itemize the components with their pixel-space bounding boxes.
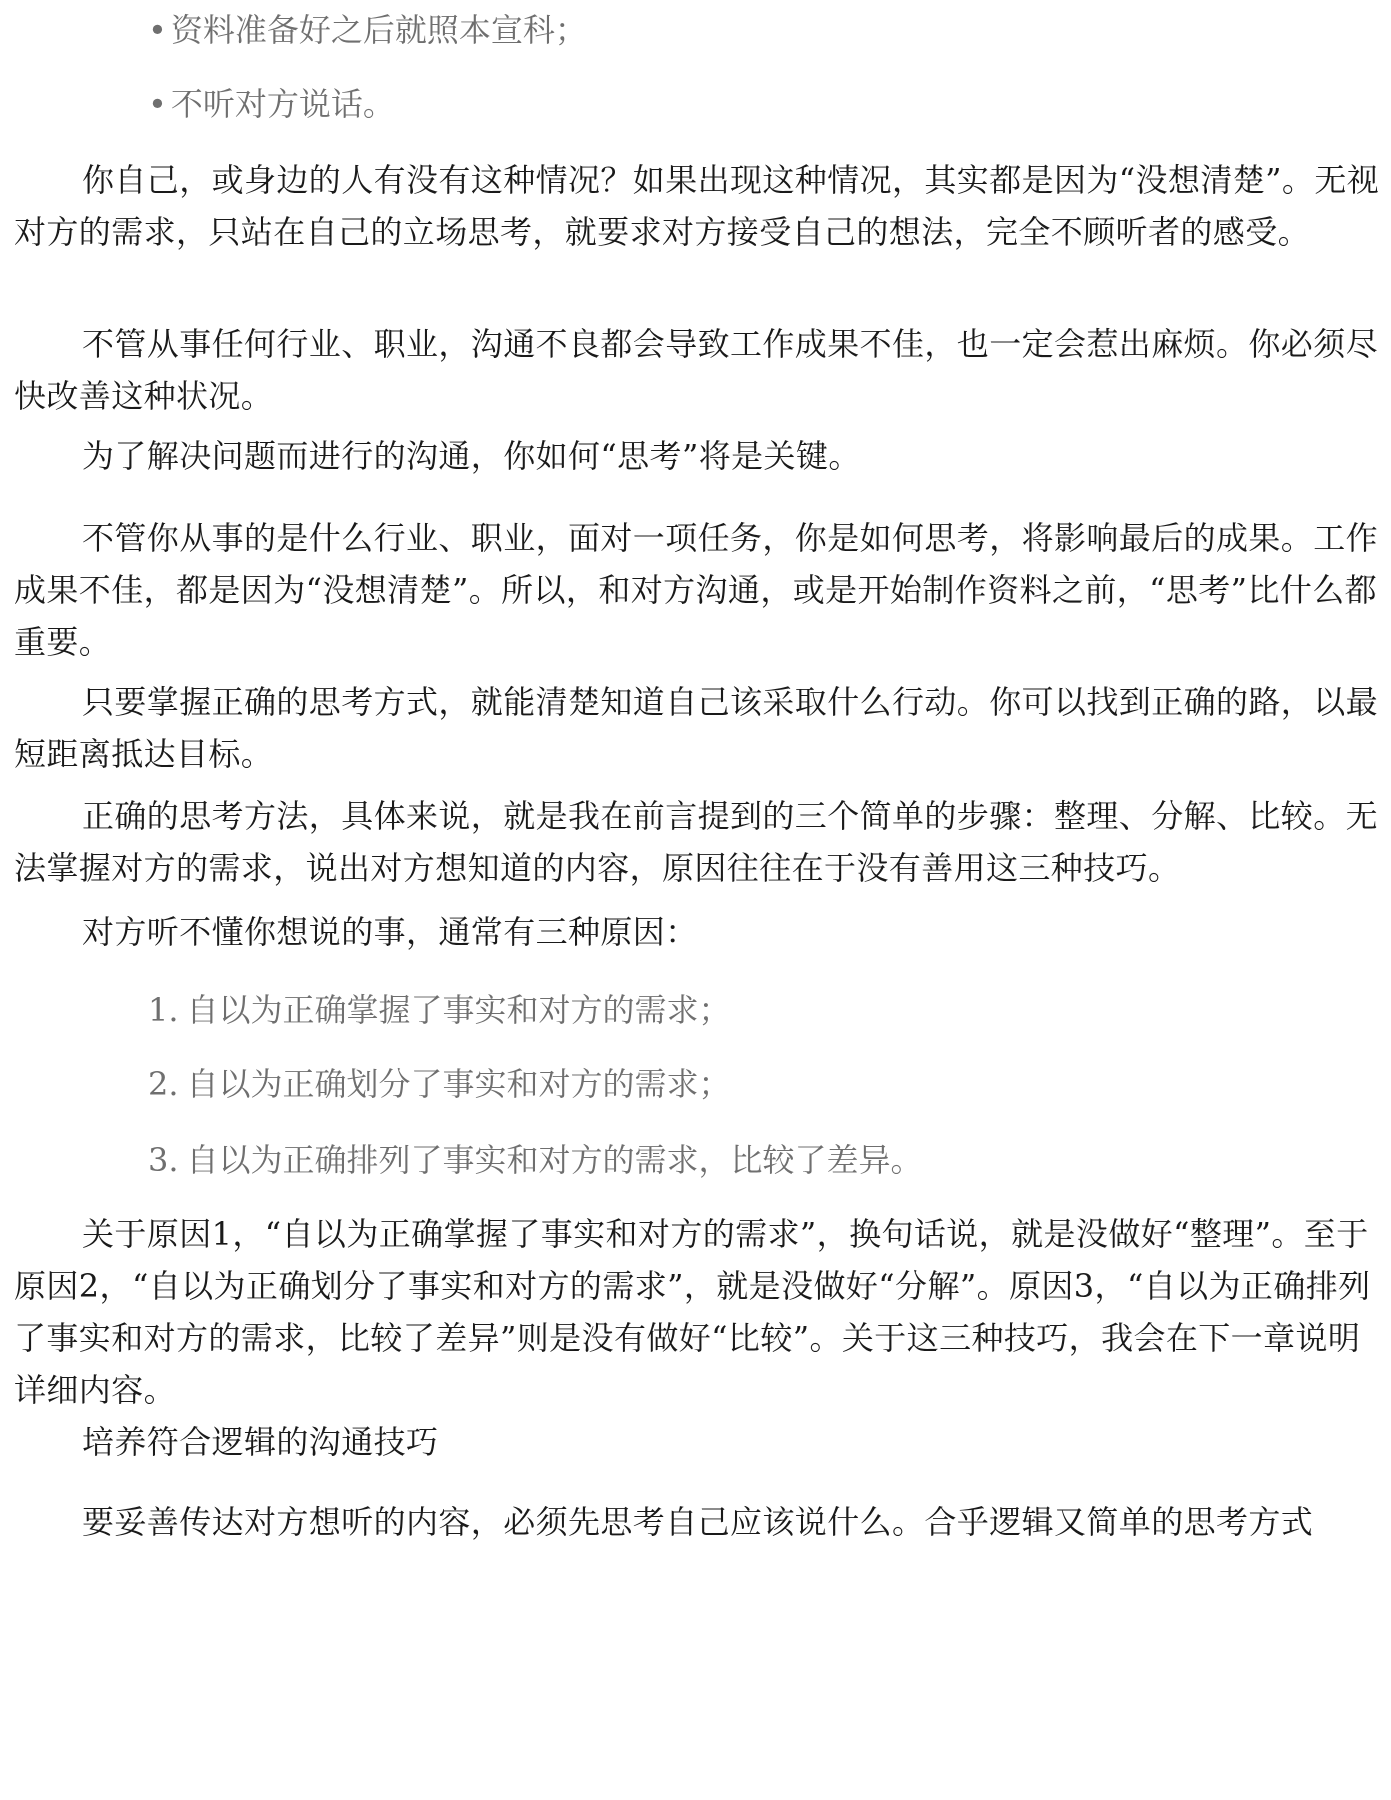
paragraph: 正确的思考方法，具体来说，就是我在前言提到的三个简单的步骤：整理、分解、比较。无法掌握对方的需求，说出对方想知道的内容，原因往往在于没有善用这三种技巧。: [14, 797, 1379, 887]
section-heading: 培养符合逻辑的沟通技巧: [82, 1423, 439, 1461]
bullet-item: [148, 84, 395, 124]
numbered-text: 自以为正确划分了事实和对方的需求；: [186, 1065, 731, 1103]
paragraph: 不管你从事的是什么行业、职业，面对一项任务，你是如何思考，将影响最后的成果。工作成果不佳，都是因为“没想清楚”。所以，和对方沟通，或是开始制作资料之前，“思考”比什么都重要。: [14, 519, 1379, 661]
bullet-marker: •: [148, 11, 167, 49]
bullet-item: [148, 10, 587, 50]
numbered-text: 自以为正确掌握了事实和对方的需求；: [186, 991, 731, 1029]
bullet-text: 资料准备好之后就照本宣科；: [170, 11, 587, 49]
paragraph: 为了解决问题而进行的沟通，你如何“思考”将是关键。: [82, 437, 861, 475]
numbered-item: [148, 1064, 731, 1104]
paragraph: 不管从事任何行业、职业，沟通不良都会导致工作成果不佳，也一定会惹出麻烦。你必须尽快改善这种状况。: [14, 325, 1379, 415]
numbered-text: 自以为正确排列了事实和对方的需求，比较了差异。: [186, 1141, 923, 1179]
numbered-item: [148, 990, 731, 1030]
paragraph: 关于原因1，“自以为正确掌握了事实和对方的需求”，换句话说，就是没做好“整理”。至于原因2，“自以为正确划分了事实和对方的需求”，就是没做好“分解”。原因3，“自以为正确排列了事实和对方的需求，比较了差异”则是没有做好“比较”。关于这三种技巧，我会在下一章说明详细内容。: [14, 1215, 1371, 1409]
paragraph: 只要掌握正确的思考方式，就能清楚知道自己该采取什么行动。你可以找到正确的路，以最短距离抵达目标。: [14, 683, 1379, 773]
bullet-text: 不听对方说话。: [170, 85, 395, 123]
numbered-marker: 1.: [148, 991, 179, 1029]
numbered-marker: 3.: [148, 1141, 179, 1179]
paragraph: 对方听不懂你想说的事，通常有三种原因：: [82, 913, 698, 951]
bullet-marker: •: [148, 85, 167, 123]
paragraph: 你自己，或身边的人有没有这种情况？如果出现这种情况，其实都是因为“没想清楚”。无视对方的需求，只站在自己的立场思考，就要求对方接受自己的想法，完全不顾听者的感受。: [14, 161, 1380, 251]
paragraph: 要妥善传达对方想听的内容，必须先思考自己应该说什么。合乎逻辑又简单的思考方式: [82, 1503, 1314, 1541]
numbered-item: [148, 1140, 923, 1180]
numbered-marker: 2.: [148, 1065, 179, 1103]
